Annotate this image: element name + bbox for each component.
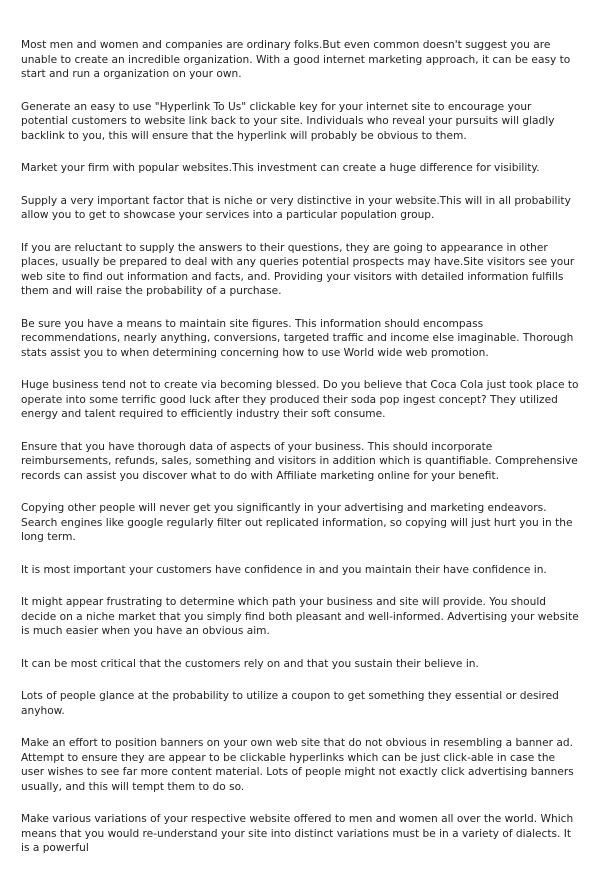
paragraph: Be sure you have a means to maintain site figures. This information should encompass recommendations, nearly anything, conversions, targeted traffic and income else imaginable. Thorough stats assist you to when determining concerning how to use World wide web promotion. <box>21 317 574 359</box>
paragraph: Copying other people will never get you significantly in your advertising and marketing endeavors. Search engines like google regularly filter out replicated information, so copying will just hurt you in the long term. <box>21 502 573 543</box>
document-body <box>21 38 581 874</box>
paragraph: Make various variations of your respective website offered to men and women all over the world. Which means that you would re-understand your site into distinct variations must be in a variety of dialects. It is a powerful <box>21 813 574 854</box>
paragraph: Lots of people glance at the probability to utilize a coupon to get something they essential or desired anyhow. <box>21 690 559 717</box>
paragraph: Generate an easy to use "Hyperlink To Us" clickable key for your internet site to encourage your potential customers to website link back to your site. Individuals who reveal your pursuits will gladly backlink to you, this will ensure that the hyperlink will probably be obvious to them. <box>21 100 555 142</box>
paragraph: Huge business tend not to create via becoming blessed. Do you believe that Coca Cola just took place to operate into some terrific good luck after they produced their soda pop ingest concept? They utilized energy and talent required to efficiently industry their soft consume. <box>21 379 579 420</box>
paragraph: It can be most critical that the customers rely on and that you sustain their believe in. <box>21 657 479 670</box>
paragraph: Market your firm with popular websites.This investment can create a huge difference for visibility. <box>21 162 540 174</box>
paragraph: Supply a very important factor that is niche or very distinctive in your website.This will in all probability allow you to get to showcase your services into a particular population group. <box>21 194 571 221</box>
paragraph: It is most important your customers have confidence in and you maintain their have confidence in. <box>21 563 547 576</box>
paragraph: If you are reluctant to supply the answers to their questions, they are going to appearance in other places, usually be prepared to deal with any queries potential prospects may have.Site visitors see your web site to find out information and facts, and. Providing your visitors with detailed information fulfills them and will raise the probability of a purchase. <box>21 241 575 297</box>
paragraph: It might appear frustrating to determine which path your business and site will provide. You should decide on a niche market that you simply find both pleasant and well-informed. Advertising your website is much easier when you have an obvious aim. <box>21 596 579 637</box>
paragraph: Ensure that you have thorough data of aspects of your business. This should incorporate reimbursements, refunds, sales, something and visitors in addition which is quantifiable. Comprehensive records can assist you discover what to do with Affiliate marketing online for your benefit. <box>21 440 578 482</box>
paragraph: Most men and women and companies are ordinary folks.But even common doesn't suggest you are unable to create an incredible organization. With a good internet marketing approach, it can be easy to start and run a organization on your own. <box>21 39 571 80</box>
paragraph: Make an effort to position banners on your own web site that do not obvious in resembling a banner ad. Attempt to ensure they are appear to be clickable hyperlinks which can be just click-able in case the user wishes to see far more content material. Lots of people might not exactly click advertising banners usually, and this will tempt them to do so. <box>21 737 574 793</box>
